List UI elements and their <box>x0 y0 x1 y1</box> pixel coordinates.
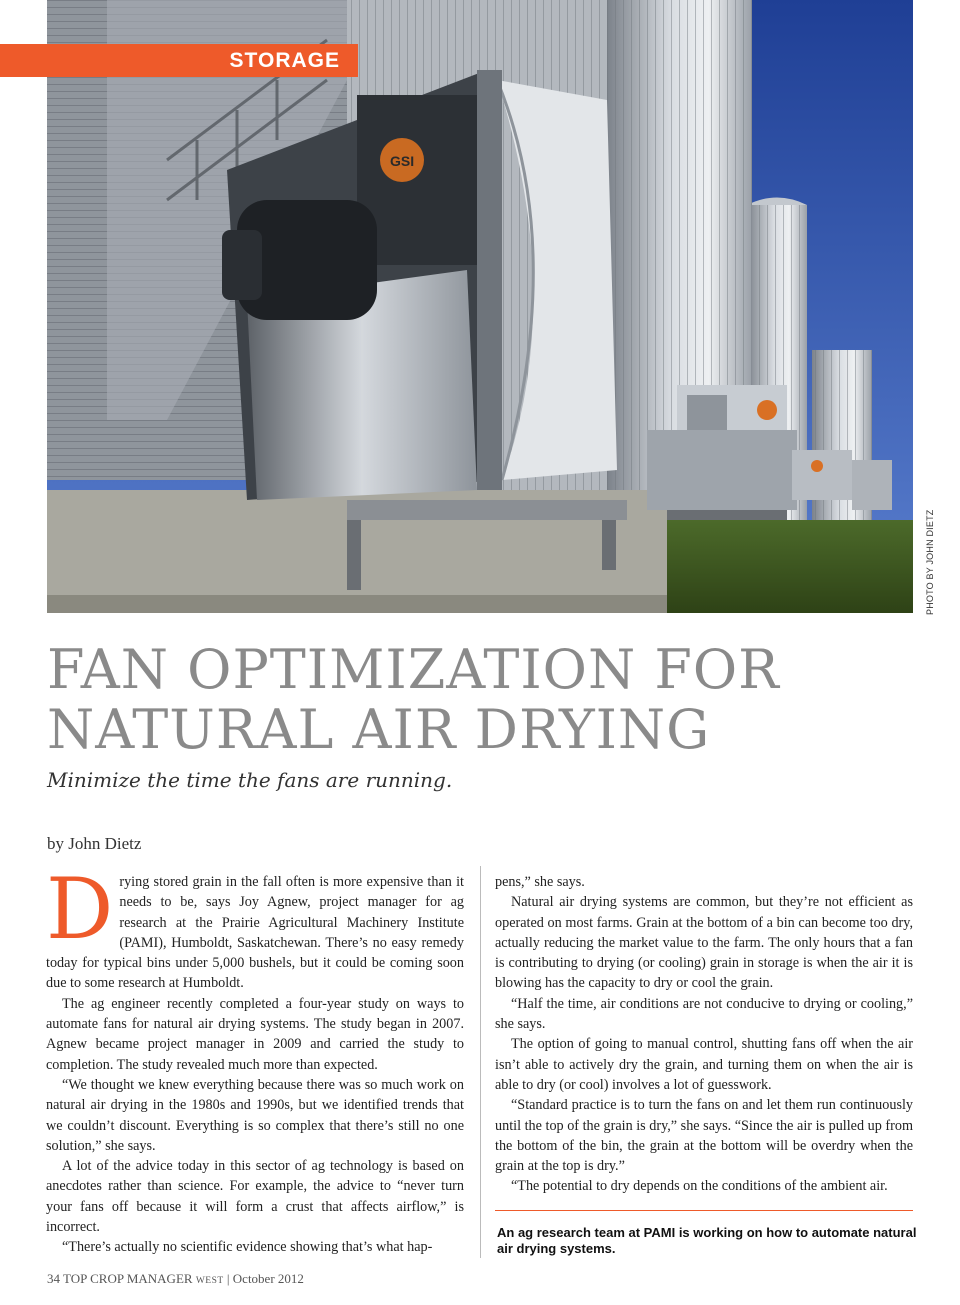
body-column-left <box>46 860 464 1258</box>
magazine-name: TOP CROP MANAGER <box>63 1271 193 1286</box>
body-column-right <box>495 872 913 1197</box>
headline-line-2: NATURAL AIR DRYING <box>47 698 711 761</box>
callout-rule <box>495 1210 913 1211</box>
section-tag <box>0 44 358 77</box>
folio-separator: | <box>226 1271 230 1286</box>
body-paragraph: Natural air drying systems are common, but they’re not efficient as operated on most farms. Grain at the bottom of a bin can become too dry, actually reducing the market value to the farm. The only hours that a fan is contributing to drying (or cooling) grain in storage is when the air it is blowing has the capacity to dry or cool the grain. <box>495 894 913 992</box>
byline: by John Dietz <box>47 834 142 853</box>
body-paragraph: “There’s actually no scientific evidence showing that’s what hap- <box>62 1239 433 1256</box>
headline-line-1: FAN OPTIMIZATION FOR <box>47 638 780 701</box>
grain-bin-fan-illustration <box>47 0 913 613</box>
body-paragraph: “The potential to dry depends on the conditions of the ambient air. <box>511 1178 888 1195</box>
body-paragraph: rying stored grain in the fall often is more expensive than it needs to be, says Joy Agnew, project manager for ag research at the Prairie Agricultural Machinery Institute (PAMI), Humboldt, Saskatchewan. There’s no easy remedy today for typical bins under 5,000 bushels, but it could be coming soon due to some research at Humboldt. <box>46 874 464 992</box>
photo-credit: PHOTO BY JOHN DIETZ <box>925 509 935 615</box>
article-dek: Minimize the time the fans are running. <box>47 768 453 792</box>
section-tag-label: STORAGE <box>229 49 340 72</box>
body-paragraph: “Standard practice is to turn the fans on and let them run continuously until the top of the grain is dry,” she says. “Since the air is pulled up from the bottom of the bin, the grain at the bottom will be overdry when the grain at the top is dry.” <box>495 1097 913 1175</box>
photo-caption-callout: An ag research team at PAMI is working on how to automate natural air drying systems. <box>497 1225 917 1256</box>
body-paragraph: “We thought we knew everything because there was so much work on natural air drying in the 1980s and 1990s, but we identified trends that we couldn’t discount. Everything is so complex that there’s still no one solution,” she says. <box>46 1076 464 1154</box>
page-folio <box>47 1271 304 1287</box>
column-divider <box>480 866 481 1258</box>
hero-photo <box>47 0 913 613</box>
magazine-edition: WEST <box>195 1276 224 1286</box>
body-paragraph: The option of going to manual control, shutting fans off when the air isn’t able to actively dry the grain, and turning them on when the air is able to dry (or cool) involves a lot of guesswork. <box>495 1036 913 1093</box>
drop-cap: D <box>46 860 114 958</box>
page-number: 34 <box>47 1271 60 1286</box>
body-paragraph: A lot of the advice today in this sector of ag technology is based on anecdotes rather than science. For example, the advice to “never turn your fans off because it will form a crust that affects airflow,” is incorrect. <box>46 1158 464 1236</box>
body-paragraph: “Half the time, air conditions are not conducive to drying or cooling,” she says. <box>495 995 913 1033</box>
article-headline <box>47 640 927 760</box>
body-paragraph: The ag engineer recently completed a four-year study on ways to automate fans for natural air drying systems. The study began in 2007. Agnew became project manager in 2009 and carried the study to completion. The study revealed much more than expected. <box>46 995 464 1073</box>
body-paragraph: pens,” she says. <box>495 874 585 890</box>
issue-date: October 2012 <box>232 1271 304 1286</box>
fan-logo-text: GSI <box>390 153 415 169</box>
